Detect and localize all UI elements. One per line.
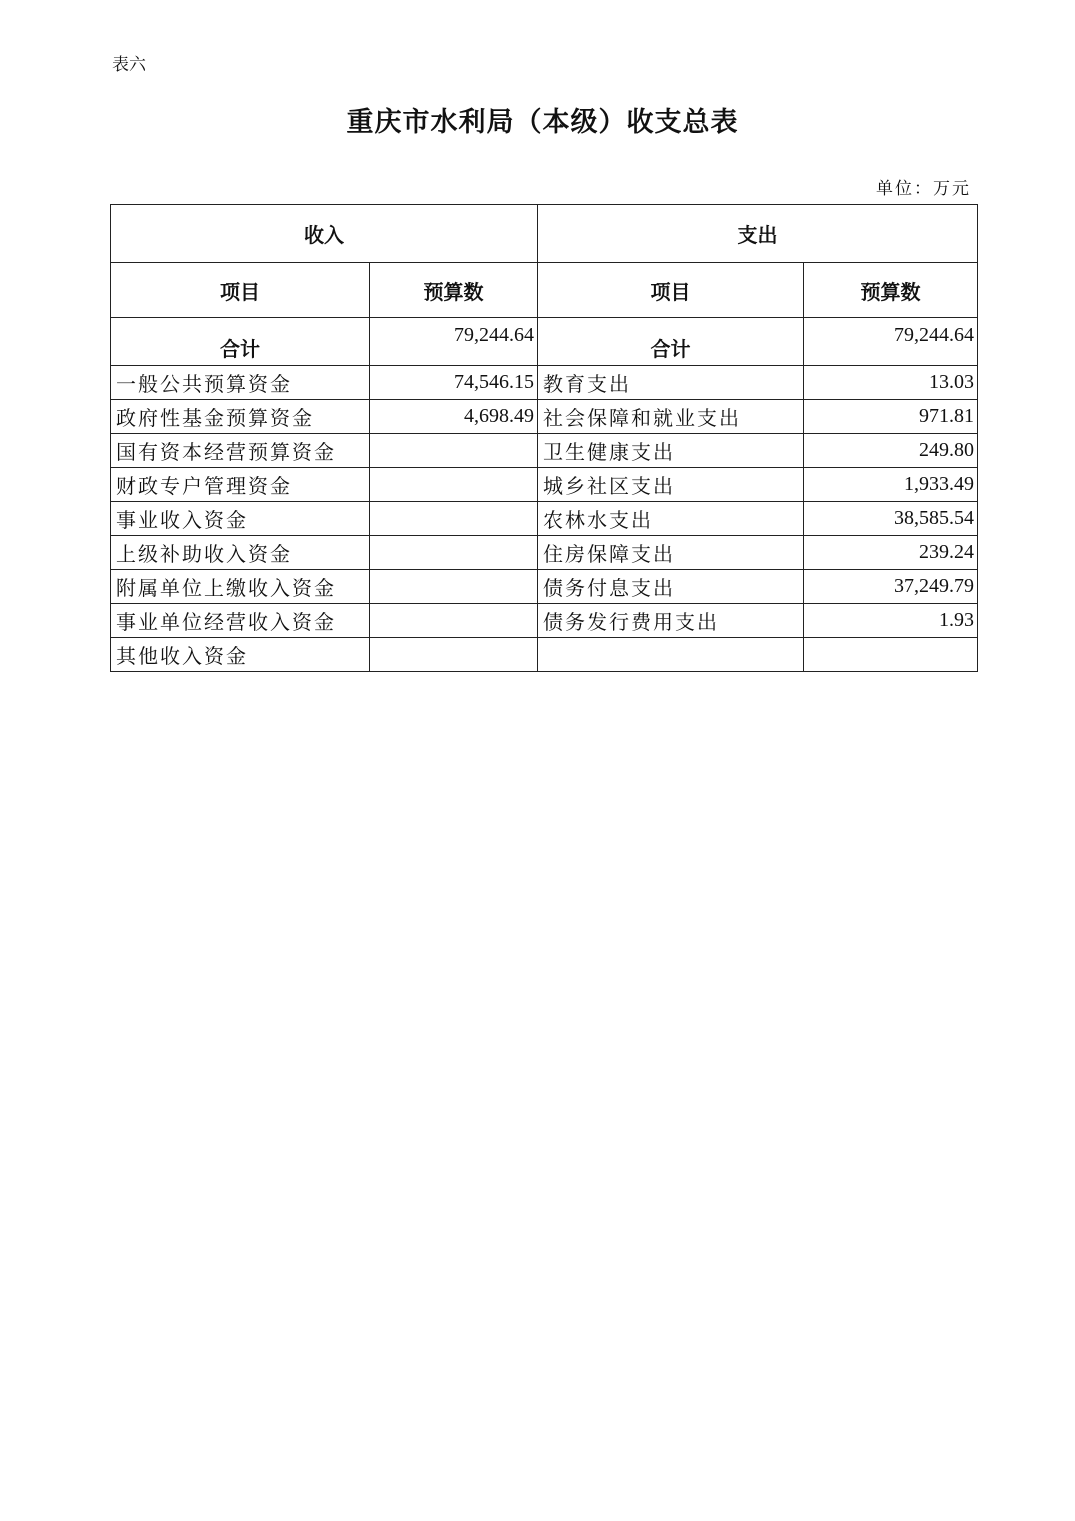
expense-item: 农林水支出 bbox=[538, 502, 804, 536]
expense-value bbox=[804, 638, 978, 672]
table-label: 表六 bbox=[112, 55, 146, 75]
income-value bbox=[370, 536, 538, 570]
income-total-value: 79,244.64 bbox=[370, 318, 538, 366]
table-row bbox=[111, 400, 978, 434]
expense-value: 13.03 bbox=[804, 366, 978, 400]
expense-item: 债务付息支出 bbox=[538, 570, 804, 604]
income-item: 国有资本经营预算资金 bbox=[111, 434, 370, 468]
unit-note: 单位：万元 bbox=[876, 179, 971, 199]
expense-value: 971.81 bbox=[804, 400, 978, 434]
group-header-row bbox=[111, 205, 978, 263]
expense-total-value: 79,244.64 bbox=[804, 318, 978, 366]
table-row bbox=[111, 570, 978, 604]
expense-value: 37,249.79 bbox=[804, 570, 978, 604]
income-value bbox=[370, 434, 538, 468]
income-value bbox=[370, 638, 538, 672]
income-item: 财政专户管理资金 bbox=[111, 468, 370, 502]
expense-item-col-header: 项目 bbox=[538, 263, 804, 318]
income-item: 上级补助收入资金 bbox=[111, 536, 370, 570]
page-title: 重庆市水利局（本级）收支总表 bbox=[346, 107, 739, 138]
expense-item: 城乡社区支出 bbox=[538, 468, 804, 502]
budget-table bbox=[110, 204, 978, 672]
table-row bbox=[111, 536, 978, 570]
expense-item: 社会保障和就业支出 bbox=[538, 400, 804, 434]
income-value bbox=[370, 604, 538, 638]
expense-total-label: 合计 bbox=[538, 318, 804, 366]
column-header-row bbox=[111, 263, 978, 318]
expense-value: 249.80 bbox=[804, 434, 978, 468]
income-item: 事业收入资金 bbox=[111, 502, 370, 536]
income-item-col-header: 项目 bbox=[111, 263, 370, 318]
income-value: 4,698.49 bbox=[370, 400, 538, 434]
table-row bbox=[111, 434, 978, 468]
expense-header: 支出 bbox=[538, 205, 978, 263]
income-header: 收入 bbox=[111, 205, 538, 263]
expense-item: 教育支出 bbox=[538, 366, 804, 400]
income-value bbox=[370, 570, 538, 604]
expense-budget-col-header: 预算数 bbox=[804, 263, 978, 318]
expense-value: 1.93 bbox=[804, 604, 978, 638]
expense-value: 239.24 bbox=[804, 536, 978, 570]
income-item: 事业单位经营收入资金 bbox=[111, 604, 370, 638]
table-row bbox=[111, 366, 978, 400]
expense-value: 38,585.54 bbox=[804, 502, 978, 536]
income-value bbox=[370, 502, 538, 536]
income-value: 74,546.15 bbox=[370, 366, 538, 400]
expense-item: 住房保障支出 bbox=[538, 536, 804, 570]
table-row bbox=[111, 604, 978, 638]
income-item: 一般公共预算资金 bbox=[111, 366, 370, 400]
expense-item: 卫生健康支出 bbox=[538, 434, 804, 468]
income-item: 其他收入资金 bbox=[111, 638, 370, 672]
income-item: 附属单位上缴收入资金 bbox=[111, 570, 370, 604]
income-value bbox=[370, 468, 538, 502]
income-budget-col-header: 预算数 bbox=[370, 263, 538, 318]
expense-item: 债务发行费用支出 bbox=[538, 604, 804, 638]
income-item: 政府性基金预算资金 bbox=[111, 400, 370, 434]
expense-value: 1,933.49 bbox=[804, 468, 978, 502]
table-row bbox=[111, 502, 978, 536]
income-total-label: 合计 bbox=[111, 318, 370, 366]
table-row bbox=[111, 638, 978, 672]
table-row bbox=[111, 468, 978, 502]
total-row bbox=[111, 318, 978, 366]
expense-item bbox=[538, 638, 804, 672]
